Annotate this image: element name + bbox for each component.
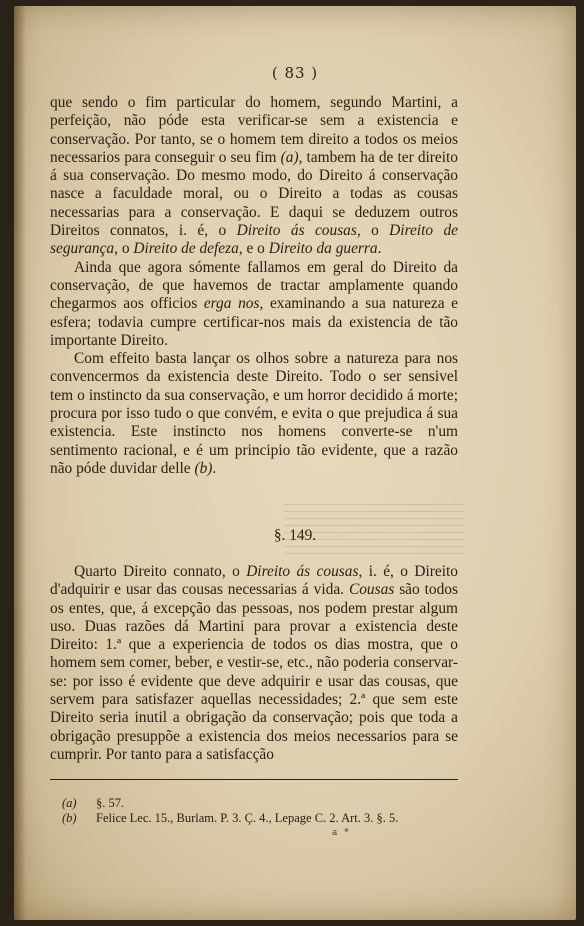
italic-text-segment: Cousas <box>348 581 395 599</box>
footnote-a <box>62 796 482 811</box>
text-segment: que sendo o fim particular do homem, segundo Martini, a perfeição, não póde esta verificar-se sem a existencia e conservação. Por tanto, se o homem tem direito a todos os meios necessarios para conseguir o seu fim <box>50 94 458 166</box>
paragraph-3 <box>50 350 458 478</box>
text-segment: , i. é, o Direito d'adquirir e usar das cousas necessarias á vida. <box>50 563 458 599</box>
book-page <box>14 6 576 920</box>
italic-text-segment: (b) <box>194 459 213 477</box>
signature-mark: a * <box>332 828 351 838</box>
text-segment: , examinando a sua natureza e esfera; todavia cumpre certificar-nos mais da existencia de tão importante Direito. <box>50 295 458 349</box>
italic-text-segment: Direito ás cousas <box>236 222 357 240</box>
text-segment: . <box>377 240 382 258</box>
text-segment: , tambem ha de ter direito á sua conservação. Do mesmo modo, do Direito á conservação nasce a faculdade moral, ou o Direito a todas as cousas necessarias para a conservação. E daqui se deduzem outros Direitos connatos, i. é, o <box>50 148 458 240</box>
main-text-upper <box>50 94 458 478</box>
paragraph-1 <box>50 94 458 259</box>
section-heading: §. 149. <box>273 527 317 544</box>
italic-text-segment: Direito de defeza <box>133 240 239 258</box>
footnotes <box>62 796 482 826</box>
text-segment: Ainda que agora sómente fallamos em geral do Direito da conservação, de que havemos de tractar amplamente quando chegarmos aos officios <box>50 258 458 313</box>
italic-text-segment: erga nos <box>203 295 260 313</box>
paragraph-4 <box>50 563 458 764</box>
italic-text-segment: Direito de segurança <box>50 222 458 258</box>
text-segment: , o <box>114 240 134 258</box>
text-segment: , e o <box>238 240 269 258</box>
italic-text-segment: Direito da guerra <box>268 240 378 258</box>
text-segment: são todos os entes, que, á excepção das pessoas, nos podem prestar algum uso. Duas razões dá Martini para provar a existencia deste Direito: 1.ª que a experiencia de todos os dias mostra, que o homem sem comer, beber, e vestir-se, etc., não poderia conservar-se: por isso é evidente que deve adquirir e usar das cousas, que servem para satisfazer aquellas necessidades; 2.ª que sem este Direito seria inutil a obrigação da conservação; pois que toda a obrigação presuppõe a existencia dos meios necessarios para se cumprir. Por tanto para a satisfacção <box>50 581 458 763</box>
footnote-text: §. 57. <box>96 796 125 810</box>
footnote-b <box>62 811 482 826</box>
text-segment: . <box>212 459 217 477</box>
footnote-marker: (b) <box>62 811 77 825</box>
paragraph-2 <box>50 259 458 350</box>
text-segment: Quarto Direito connato, o <box>74 563 247 580</box>
text-segment: Com effeito basta lançar os olhos sobre a natureza para nos convencermos da existencia deste Direito. Todo o ser sensivel tem o instincto da sua conservação, e um horror decidido á morte; procura por isso tudo o que convém, e evita o que prejudica á sua existencia. Este instincto nos homens converte-se n'um sentimento racional, e é um principio tão evidente, que a razão não póde duvidar delle <box>50 350 458 477</box>
page-gutter-shadow <box>14 6 26 920</box>
footnote-rule <box>50 779 458 780</box>
italic-text-segment: Direito ás cousas <box>246 563 359 580</box>
page-number: ( 83 ) <box>271 64 319 82</box>
footnote-text: Felice Lec. 15., Burlam. P. 3. Ç. 4., Lepage C. 2. Art. 3. §. 5. <box>96 811 399 825</box>
main-text-lower <box>50 563 458 764</box>
footnote-marker: (a) <box>62 796 77 810</box>
text-segment: , o <box>356 222 390 240</box>
italic-text-segment: (a) <box>280 148 299 166</box>
